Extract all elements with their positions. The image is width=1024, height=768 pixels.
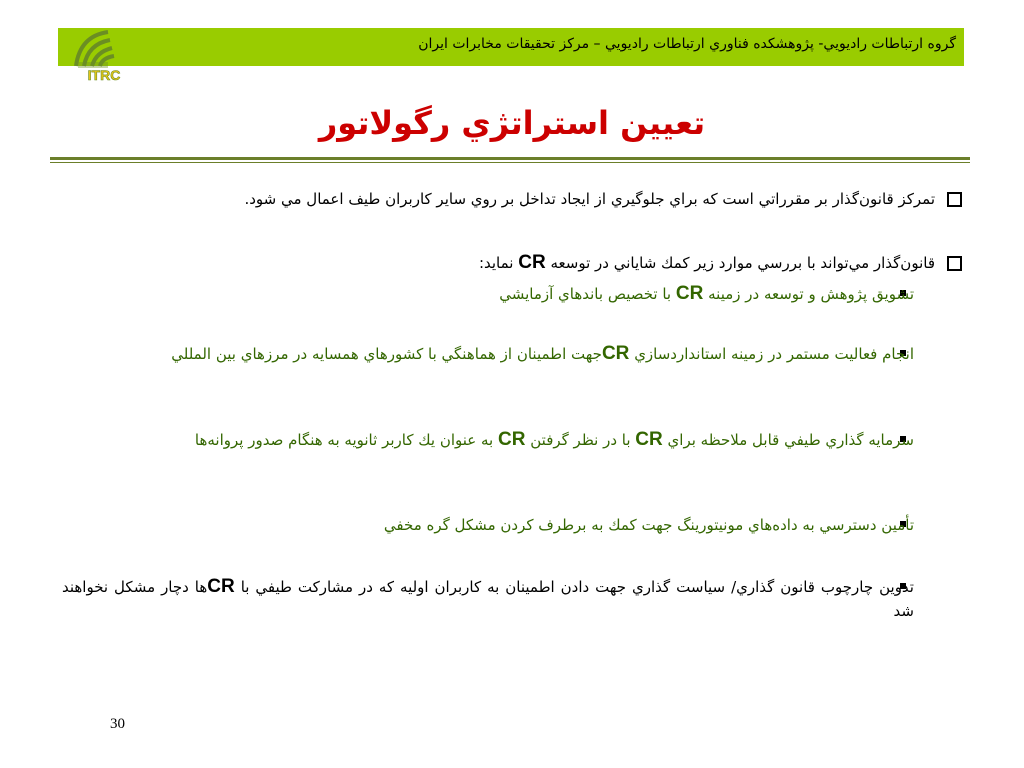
page-title: تعيين استراتژي رگولاتور [318,104,706,142]
title-rule-thin [50,162,970,163]
title-rule [50,157,970,160]
bullet-1 [244,190,962,208]
sub-bullet-1: تشويق پژوهش و توسعه در زمينه CR با تخصيص باندهاي آزمايشي [499,283,914,304]
checkbox-bullet-icon [947,256,962,271]
bullet-2 [479,252,962,274]
checkbox-bullet-icon [947,192,962,207]
itrc-logo-icon [68,22,138,84]
svg-text:ITRC: ITRC [87,67,121,83]
sub-bullet-5: تدوين چارچوب قانون گذاري/ سياست گذاري جهت دادن اطمينان به كاربران اوليه كه در مشاركت طيفي با CRها دچار مشكل نخواهند شد [62,576,914,620]
bullet-2-text-end: نمايد: [478,254,514,272]
itrc-logo [68,22,138,84]
page-number: 30 [110,716,125,732]
cr-term: CR [518,252,546,273]
bullet-1-text: تمركز قانون‌گذار بر مقرراتي است كه براي جلوگيري از ايجاد تداخل بر روي ساير كاربران طيف اعمال مي شود. [244,190,935,208]
sub-bullet-2: انجام فعاليت مستمر در زمينه استانداردسازي CRجهت اطمينان از هماهنگي با كشورهاي همسايه در مرزهاي بين المللي [171,343,914,364]
bullet-2-text: قانون‌گذار مي‌تواند با بررسي موارد زير كمك شاياني در توسعه [550,254,935,272]
header-bar [58,28,964,66]
sub-bullet-4: تأمين دسترسي به داده‌هاي مونيتورينگ جهت كمك به برطرف كردن مشكل گره مخفي [383,516,914,534]
header-text: گروه ارتباطات راديويي- پژوهشكده فناوري ارتباطات راديويي – مركز تحقيقات مخابرات ايران [418,36,956,52]
sub-bullet-3: سرمايه گذاري طيفي قابل ملاحظه براي CR با در نظر گرفتن CR به عنوان يك كاربر ثانويه به هنگام صدور پروانه‌ها [194,429,914,450]
